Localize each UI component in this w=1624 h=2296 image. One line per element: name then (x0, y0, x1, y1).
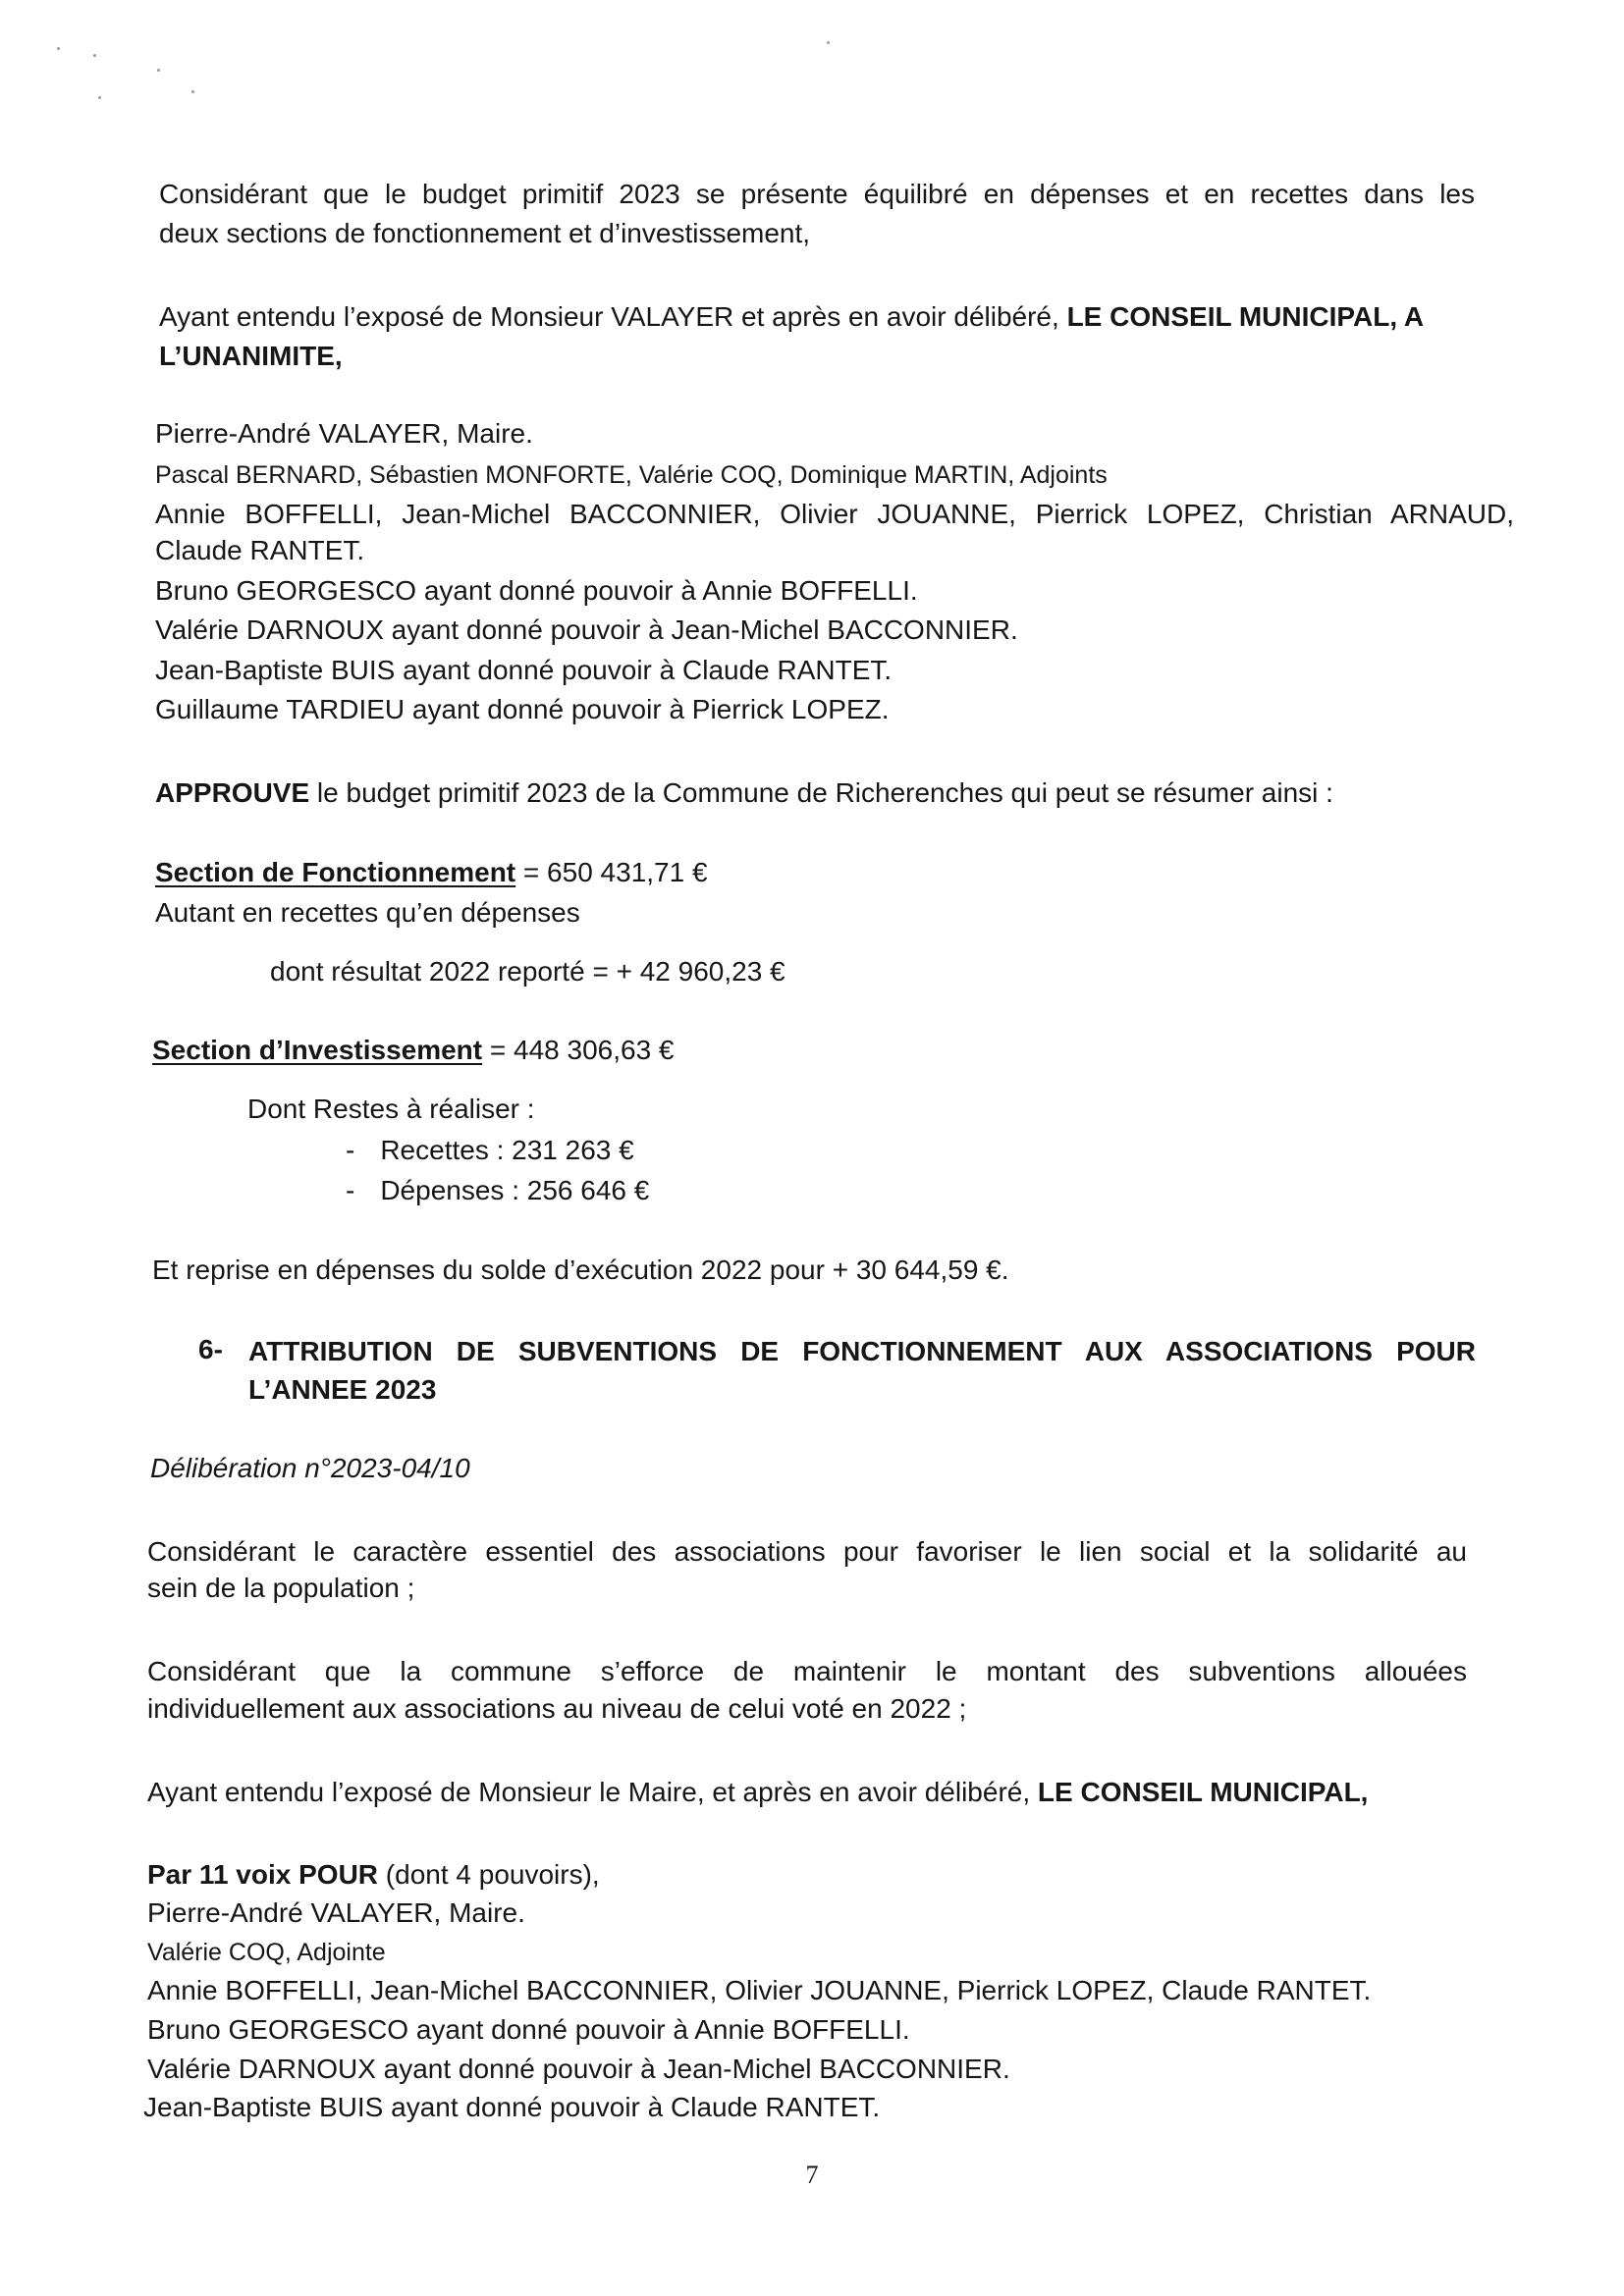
approuve-text: le budget primitif 2023 de la Commune de Richerenches qui peut se résumer ainsi : (309, 777, 1333, 808)
considerant2-line2: individuellement aux associations au niveau de celui voté en 2022 ; (147, 1693, 967, 1724)
considerant1-line1: Considérant le caractère essentiel des associations pour favoriser le lien social et la solidarité au (147, 1536, 1467, 1567)
vote1-pouvoir-1: Bruno GEORGESCO ayant donné pouvoir à Annie BOFFELLI. (155, 575, 918, 606)
vote2-maire: Pierre-André VALAYER, Maire. (147, 1897, 525, 1928)
vote2-summary (147, 1855, 600, 1895)
scan-speck (157, 69, 160, 72)
section-investissement (152, 1031, 675, 1070)
section-fonctionnement-amount: = 650 431,71 € (515, 857, 708, 887)
paragraph-budget-equilibre-line1: Considérant que le budget primitif 2023 se présente équilibré en dépenses et en recettes dans les (159, 179, 1475, 209)
conseil-municipal-bold: LE CONSEIL MUNICIPAL, (1037, 1777, 1369, 1807)
scan-speck (98, 96, 101, 99)
vote2-pouvoir-1: Bruno GEORGESCO ayant donné pouvoir à Annie BOFFELLI. (147, 2014, 910, 2045)
considerant2-line1: Considérant que la commune s’efforce de maintenir le montant des subventions allouées (147, 1656, 1467, 1686)
section-fonctionnement (155, 853, 708, 892)
section-fonctionnement-label: Section de Fonctionnement (155, 857, 516, 887)
paragraph-ayant-entendu (159, 297, 1424, 337)
list-dash: - (346, 1135, 355, 1165)
investissement-restes-a-realiser: Dont Restes à réaliser : (247, 1094, 535, 1124)
restes-item-text: Recettes : 231 263 € (380, 1135, 634, 1165)
scan-speck (57, 47, 60, 50)
vote1-pouvoir-4: Guillaume TARDIEU ayant donné pouvoir à Pierrick LOPEZ. (155, 694, 890, 724)
scan-speck (191, 90, 194, 93)
vote2-adjointe: Valérie COQ, Adjointe (147, 1939, 386, 1966)
scan-speck (93, 54, 96, 57)
scan-speck (827, 41, 830, 44)
considerant1-line2: sein de la population ; (147, 1573, 415, 1603)
fonctionnement-resultat-reporte: dont résultat 2022 reporté = + 42 960,23 € (270, 956, 785, 987)
approuve-bold: APPROUVE (155, 777, 310, 808)
unanimite-bold: L’UNANIMITE, (159, 341, 343, 371)
vote1-pouvoir-2: Valérie DARNOUX ayant donné pouvoir à Jean-Michel BACCONNIER. (155, 614, 1018, 645)
vote2-pouvoir-3: Jean-Baptiste BUIS ayant donné pouvoir à Claude RANTET. (143, 2092, 881, 2122)
vote2-pour-bold: Par 11 voix POUR (147, 1859, 379, 1890)
vote1-pouvoir-3: Jean-Baptiste BUIS ayant donné pouvoir à Claude RANTET. (155, 655, 893, 685)
section6-title-line1: ATTRIBUTION DE SUBVENTIONS DE FONCTIONNEMENT AUX ASSOCIATIONS POUR (248, 1336, 1476, 1366)
fonctionnement-recettes-depenses: Autant en recettes qu’en dépenses (155, 897, 580, 928)
section-investissement-label: Section d’Investissement (152, 1035, 483, 1065)
ayant-entendu-maire-text: Ayant entendu l’exposé de Monsieur le Maire, et après en avoir délibéré, (147, 1777, 1038, 1807)
section-investissement-amount: = 448 306,63 € (482, 1035, 675, 1065)
paragraph-approuve (155, 774, 1333, 813)
vote2-conseillers: Annie BOFFELLI, Jean-Michel BACCONNIER, Olivier JOUANNE, Pierrick LOPEZ, Claude RANTET. (147, 1975, 1372, 2005)
vote1-conseillers-line1: Annie BOFFELLI, Jean-Michel BACCONNIER, Olivier JOUANNE, Pierrick LOPEZ, Christian ARNAUD, (155, 499, 1514, 529)
conseil-municipal-bold: LE CONSEIL MUNICIPAL, A (1066, 301, 1425, 332)
section6-number: 6- (198, 1334, 223, 1364)
vote1-adjoints: Pascal BERNARD, Sébastien MONFORTE, Valérie COQ, Dominique MARTIN, Adjoints (155, 461, 1108, 489)
vote2-pouvoir-2: Valérie DARNOUX ayant donné pouvoir à Jean-Michel BACCONNIER. (147, 2054, 1010, 2084)
restes-item-text: Dépenses : 256 646 € (380, 1175, 650, 1205)
paragraph-budget-equilibre-line2: deux sections de fonctionnement et d’investissement, (159, 218, 811, 248)
deliberation-number: Délibération n°2023-04/10 (150, 1453, 470, 1483)
paragraph-ayant-entendu-maire (147, 1773, 1368, 1812)
vote1-maire: Pierre-André VALAYER, Maire. (155, 418, 533, 449)
vote2-pouvoirs: (dont 4 pouvoirs), (378, 1859, 600, 1890)
ayant-entendu-text: Ayant entendu l’exposé de Monsieur VALAYER et après en avoir délibéré, (159, 301, 1067, 332)
vote1-conseillers-line2: Claude RANTET. (155, 535, 365, 565)
paragraph-reprise: Et reprise en dépenses du solde d’exécution 2022 pour + 30 644,59 €. (152, 1255, 1009, 1285)
restes-item-depenses (346, 1171, 649, 1210)
restes-item-recettes (346, 1131, 634, 1170)
list-dash: - (346, 1175, 355, 1205)
section6-title-line2: L’ANNEE 2023 (248, 1374, 437, 1405)
page-number: 7 (805, 2161, 819, 2189)
